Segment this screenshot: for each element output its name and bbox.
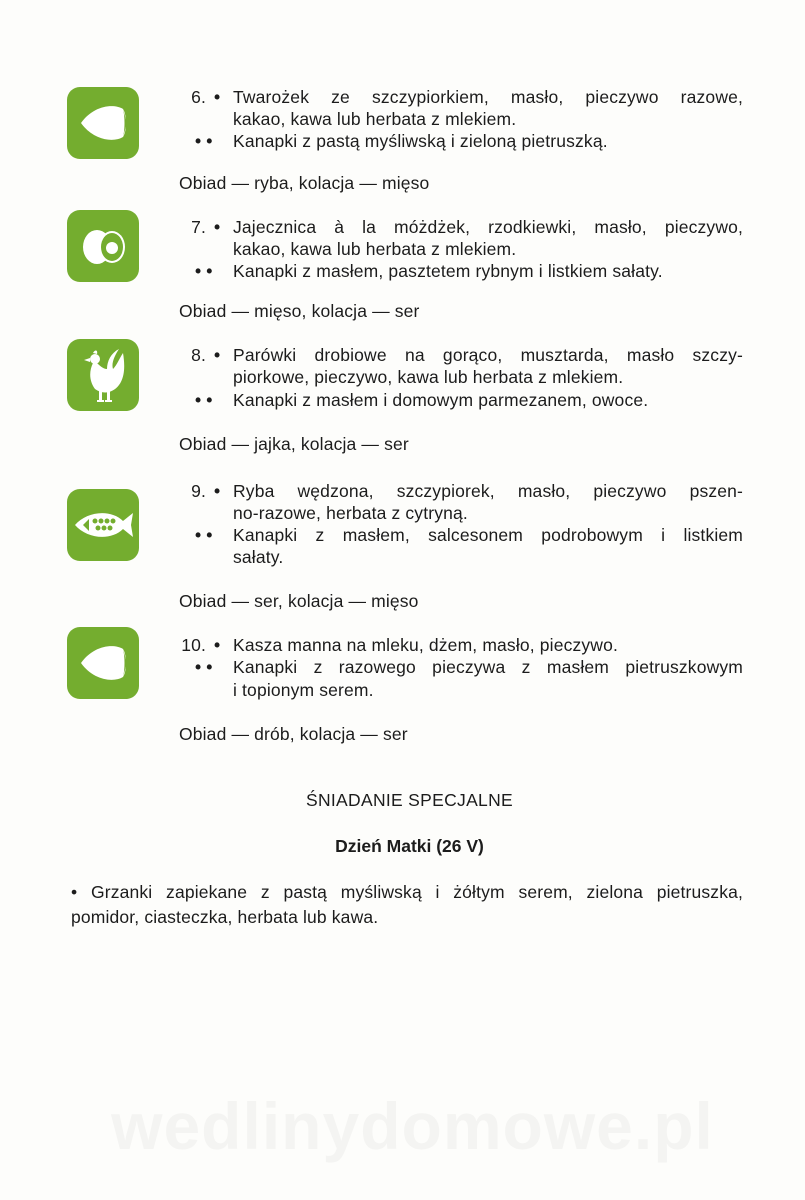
breakfast2-line1: Kanapki z masłem, pasztetem rybnym i listkiem sałaty. (233, 261, 663, 281)
entry-number: 8. (191, 345, 206, 365)
breakfast1-line1: Twarożek ze szczypiorkiem, masło, pieczywo razowe, (233, 87, 743, 107)
heart-leaf-icon (67, 87, 139, 159)
breakfast2-line1: Kanapki z masłem, salcesonem podrobowym i listkiem (233, 525, 743, 545)
rooster-icon (67, 339, 139, 411)
breakfast2-line2: i topionym serem. (233, 680, 374, 700)
special-text-line1 (71, 880, 743, 905)
breakfast2-line1: Kanapki z razowego pieczywa z masłem pietruszkowym (233, 657, 743, 677)
special-breakfast-title: ŚNIADANIE SPECJALNE (305, 790, 513, 810)
bullet-double: • • (195, 390, 213, 410)
bullet-double: • • (195, 657, 213, 677)
meals-line: Obiad — ryba, kolacja — mięso (179, 173, 430, 193)
breakfast1-line1: Jajecznica à la móżdżek, rzodkiewki, masło, pieczywo, (233, 217, 743, 237)
special-text-line1-body: Grzanki zapiekane z pastą myśliwską i żółtym serem, zielona pietruszka, (91, 882, 744, 902)
entry-number: 10. (181, 635, 206, 655)
watermark: wedlinydomowe.pl (111, 1089, 714, 1163)
meals-line: Obiad — jajka, kolacja — ser (179, 434, 409, 454)
breakfast1-line2: no-razowe, herbata z cytryną. (233, 503, 468, 523)
breakfast1-line1: Kasza manna na mleku, dżem, masło, pieczywo. (233, 635, 618, 655)
heart-leaf-icon (67, 627, 139, 699)
entry-number: 7. (191, 217, 206, 237)
breakfast1-line2: kakao, kawa lub herbata z mlekiem. (233, 109, 517, 129)
meals-line: Obiad — ser, kolacja — mięso (179, 591, 419, 611)
breakfast1-line1: Parówki drobiowe na gorąco, musztarda, masło szczy- (233, 345, 743, 365)
egg-icon (67, 210, 139, 282)
meals-line: Obiad — drób, kolacja — ser (179, 724, 408, 744)
entry-number: 9. (191, 481, 206, 501)
bullet-single: • (214, 635, 221, 655)
bullet-single: • (214, 481, 221, 501)
bullet-double: • • (195, 131, 213, 151)
breakfast2-line1: Kanapki z masłem i domowym parmezanem, owoce. (233, 390, 649, 410)
breakfast1-line2: kakao, kawa lub herbata z mlekiem. (233, 239, 517, 259)
bullet-single: • (214, 345, 221, 365)
bullet-single: • (214, 87, 221, 107)
breakfast2-line1: Kanapki z pastą myśliwską i zieloną pietruszką. (233, 131, 608, 151)
breakfast1-line1: Ryba wędzona, szczypiorek, masło, pieczywo pszen- (233, 481, 743, 501)
fish-icon (67, 489, 139, 561)
bullet-double: • • (195, 261, 213, 281)
breakfast2-line2: sałaty. (233, 547, 284, 567)
bullet-double: • • (195, 525, 213, 545)
special-bullet: • (71, 882, 78, 902)
special-breakfast-text (71, 880, 743, 930)
bullet-single: • (214, 217, 221, 237)
entry-number: 6. (191, 87, 206, 107)
breakfast1-line2: piorkowe, pieczywo, kawa lub herbata z mlekiem. (233, 367, 624, 387)
special-day-heading: Dzień Matki (26 V) (335, 836, 484, 856)
meals-line: Obiad — mięso, kolacja — ser (179, 301, 420, 321)
special-text-line2: pomidor, ciasteczka, herbata lub kawa. (71, 907, 379, 927)
